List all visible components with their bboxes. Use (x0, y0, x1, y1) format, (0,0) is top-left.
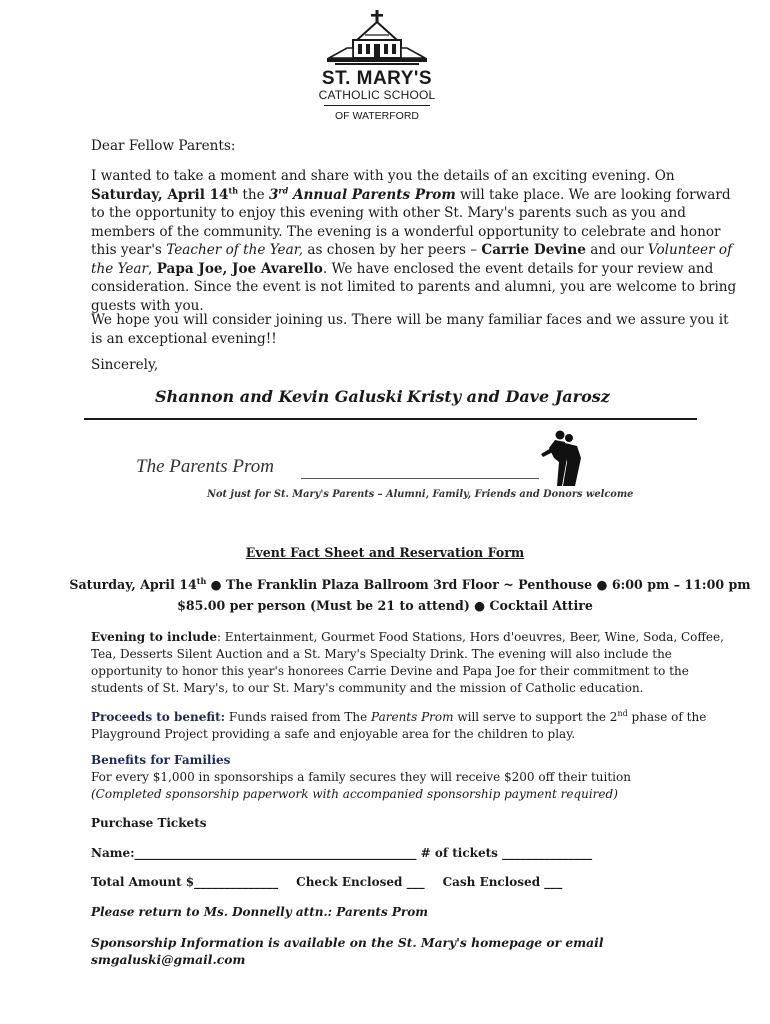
prom-title-underline (301, 478, 539, 479)
logo-school-type: CATHOLIC SCHOOL (318, 88, 436, 102)
salutation: Dear Fellow Parents: (91, 138, 236, 154)
proceeds-label: Proceeds to benefit: (91, 710, 226, 724)
return-instructions: Please return to Ms. Donnelly attn.: Parents Prom (91, 905, 428, 919)
check-enclosed-field[interactable]: Check Enclosed ___ (296, 875, 425, 889)
evening-label: Evening to include (91, 630, 217, 644)
event-date: Saturday, April 14th (91, 184, 239, 203)
text-run: , (148, 260, 157, 277)
logo-school-name: ST. MARY'S (321, 68, 433, 89)
prom-title: The Parents Prom (136, 456, 274, 477)
prom-subtitle: Not just for St. Mary's Parents – Alumni, Family, Friends and Donors welcome (207, 489, 634, 500)
text-run: as chosen by her peers – (303, 242, 482, 258)
benefits-note: (Completed sponsorship paperwork with accompanied sponsorship payment required) (91, 787, 618, 801)
payment-fields (91, 874, 739, 891)
intro-paragraph (91, 167, 741, 315)
church-steeple-icon (327, 10, 427, 68)
total-amount-field[interactable]: Total Amount $______________ (91, 875, 279, 889)
logo-school-place: OF WATERFORD (335, 110, 419, 122)
dancing-couple-icon (537, 428, 585, 488)
family-benefits (91, 752, 739, 803)
closing: Sincerely, (91, 357, 159, 373)
event-name: 3rd Annual Parents Prom (268, 184, 456, 203)
text-run: I wanted to take a moment and share with you the details of an exciting evening. On (91, 168, 675, 184)
cash-enclosed-field[interactable]: Cash Enclosed ___ (442, 875, 563, 889)
text-run: and our (585, 242, 648, 258)
text-run: will take place. We are looking forward to the opportunity to enjoy this evening with other St. Mary's parents such as you and members of the community. The evening is a wonderful opportunity to celebrate and honor this year's (91, 186, 731, 258)
text-run: . We have enclosed the event details for your review and consideration. Since the event is not limited to parents and alumni, you are welcome to bring guests with you. (91, 260, 737, 314)
fact-sheet-title: Event Fact Sheet and Reservation Form (245, 545, 525, 560)
signature-jarosz: Kristy and Dave Jarosz (407, 387, 610, 406)
school-logo (318, 10, 436, 130)
evening-text: : Entertainment, Gourmet Food Stations, Hors d'oeuvres, Beer, Wine, Soda, Coffee, Tea, Desserts Silent Auction and a St. Mary's Specialty Drink. The evening will also include the opportunity to honor this year's honorees Carrie Devine and Papa Joe for their commitment to the students of St. Mary's, to our St. Mary's community and the mission of Catholic education. (91, 630, 724, 695)
benefits-text: For every $1,000 in sponsorships a family secures they will receive $200 off their tuition (91, 770, 631, 784)
event-price-line: $85.00 per person (Must be 21 to attend) ● Cocktail Attire (177, 598, 593, 613)
volunteer-award-title: Volunteer of the Year (91, 242, 733, 277)
event-details-line: Saturday, April 14th ● The Franklin Plaza Ballroom 3rd Floor ~ Penthouse ● 6:00 pm – 11:00 pm (69, 575, 751, 592)
logo-divider (324, 105, 430, 106)
signature-galuski: Shannon and Kevin Galuski (155, 387, 403, 406)
purchase-tickets-heading: Purchase Tickets (91, 816, 207, 830)
proceeds-details: Proceeds to benefit: Funds raised from The Parents Prom will serve to support the 2nd phase of the Playground Project providing a safe and enjoyable area for the children to play. (91, 709, 707, 741)
text-run: the (238, 186, 269, 203)
name-tickets-field[interactable]: Name:_______________________________________________ # of tickets _______________ (91, 846, 593, 860)
benefits-label: Benefits for Families (91, 753, 231, 767)
sponsorship-info: Sponsorship Information is available on the St. Mary's homepage or email smgaluski@gmail.com (91, 935, 604, 967)
teacher-award-title: Teacher of the Year, (166, 242, 304, 258)
section-divider (84, 418, 697, 420)
evening-details (91, 629, 739, 697)
volunteer-honoree: Papa Joe, Joe Avarello (156, 260, 323, 277)
invitation-paragraph: We hope you will consider joining us. There will be many familiar faces and we assure you it is an exceptional evening!! (91, 312, 729, 347)
teacher-honoree: Carrie Devine (481, 242, 586, 258)
